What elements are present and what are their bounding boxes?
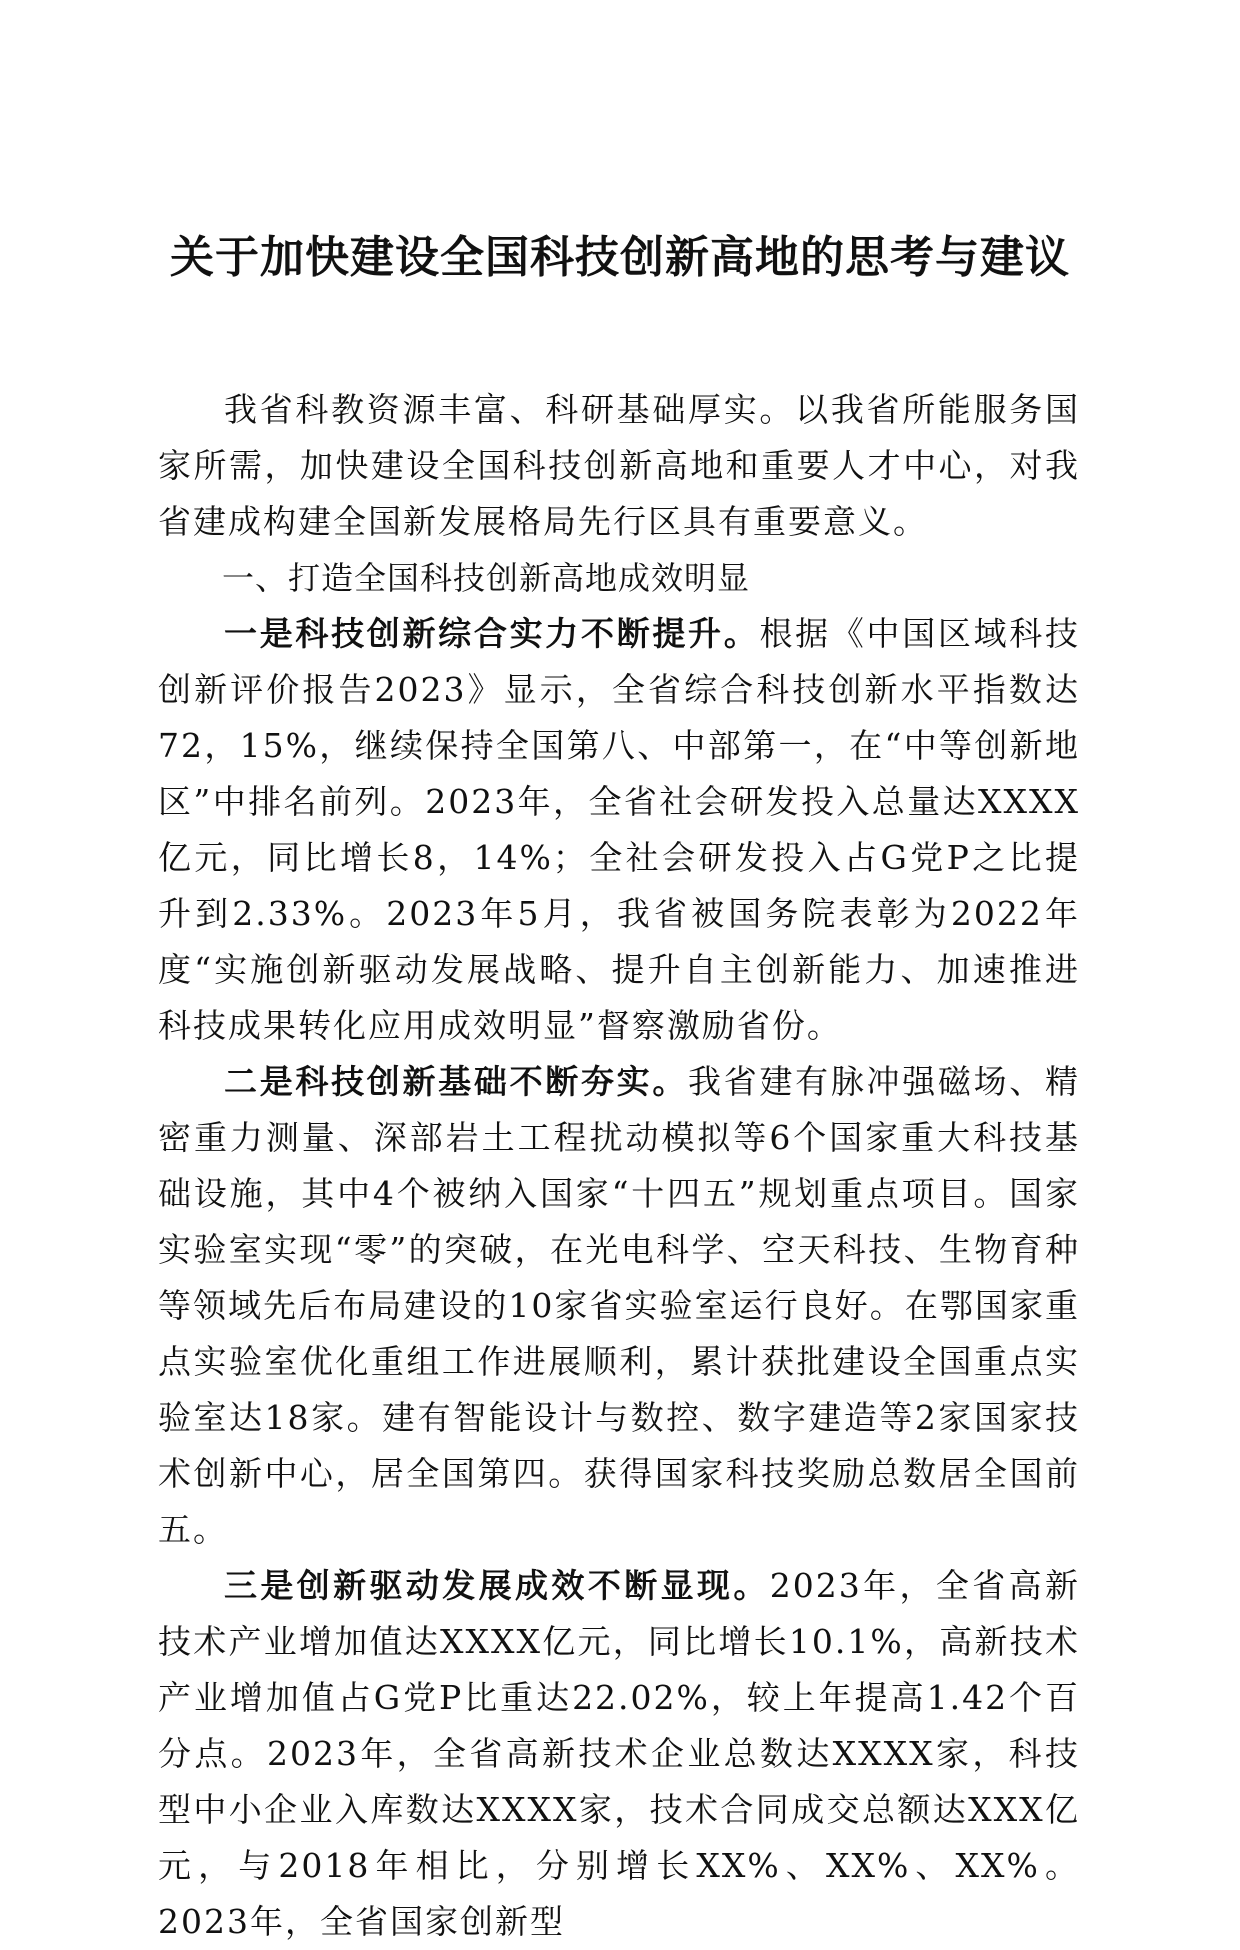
paragraph-3-text: 2023年，全省高新技术产业增加值达XXXX亿元，同比增长10.1%，高新技术产业增加值占G党P比重达22.02%，较上年提高1.42个百分点。2023年，全省高新技术企业总数达XXXX家，科技型中小企业入库数达XXXX家，技术合同成交总额达XXX亿元，与2018年相比，分别增长XX%、XX%、XX%。2023年，全省国家创新型 <box>158 1566 1081 1941</box>
paragraph-1 <box>158 606 1080 1054</box>
paragraph-1-lead: 一是科技创新综合实力不断提升。 <box>224 614 760 653</box>
paragraph-3-lead: 三是创新驱动发展成效不断显现。 <box>224 1566 770 1605</box>
document-title: 关于加快建设全国科技创新高地的思考与建议 <box>170 232 1070 283</box>
paragraph-2-text: 我省建有脉冲强磁场、精密重力测量、深部岩土工程扰动模拟等6个国家重大科技基础设施，其中4个被纳入国家“十四五”规划重点项目。国家实验室实现“零”的突破，在光电科学、空天科技、生物育种等领域先后布局建设的10家省实验室运行良好。在鄂国家重点实验室优化重组工作进展顺利，累计获批建设全国重点实验室达18家。建有智能设计与数控、数字建造等2家国家技术创新中心，居全国第四。获得国家科技奖励总数居全国前五。 <box>158 1062 1081 1549</box>
section-heading: 一、打造全国科技创新高地成效明显 <box>222 559 751 597</box>
paragraph-2-lead: 二是科技创新基础不断夯实。 <box>224 1062 689 1101</box>
document-body <box>158 382 1080 1950</box>
paragraph-2 <box>158 1054 1080 1558</box>
paragraph-3 <box>158 1558 1080 1950</box>
intro-paragraph: 我省科教资源丰富、科研基础厚实。以我省所能服务国家所需，加快建设全国科技创新高地和重要人才中心，对我省建成构建全国新发展格局先行区具有重要意义。 <box>158 390 1080 541</box>
paragraph-1-text: 根据《中国区域科技创新评价报告2023》显示，全省综合科技创新水平指数达72，15%，继续保持全国第八、中部第一，在“中等创新地区”中排名前列。2023年，全省社会研发投入总量达XXXX亿元，同比增长8，14%；全社会研发投入占G党P之比提升到2.33%。2023年5月，我省被国务院表彰为2022年度“实施创新驱动发展战略、提升自主创新能力、加速推进科技成果转化应用成效明显”督察激励省份。 <box>158 614 1081 1045</box>
